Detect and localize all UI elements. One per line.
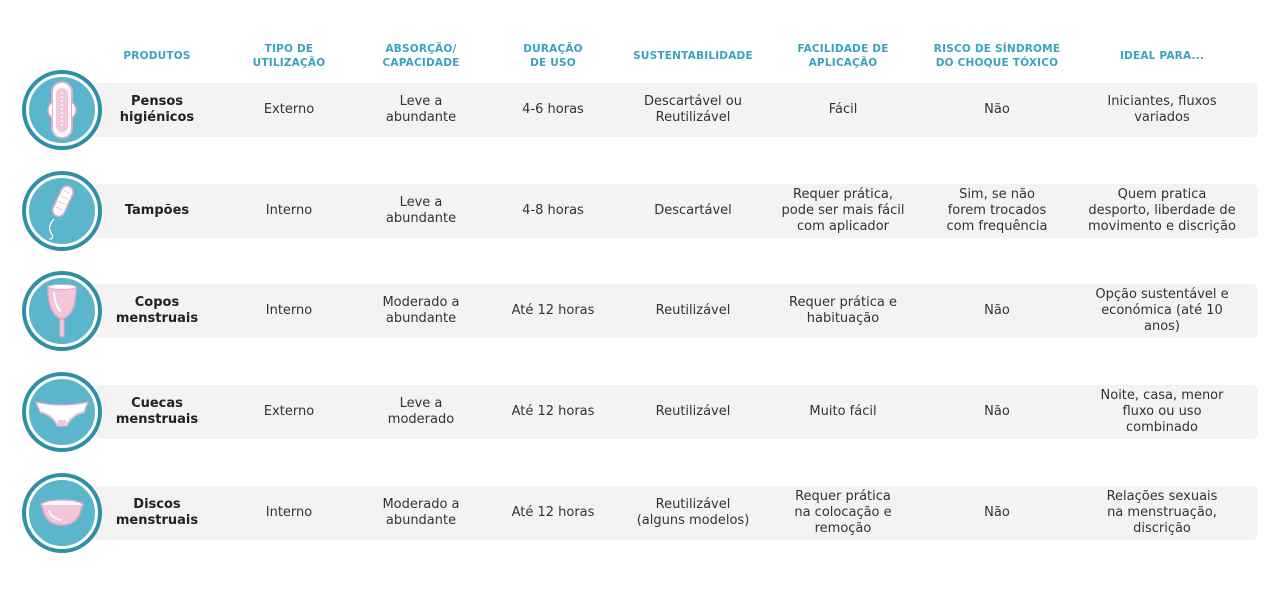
tampon-icon bbox=[37, 181, 87, 241]
cell-ideal: Relações sexuais na menstruação, discrição bbox=[1106, 489, 1218, 536]
cell-sustentabilidade: Descartável ou Reutilizável bbox=[644, 94, 742, 125]
cell-ideal: Opção sustentável e económica (até 10 anos) bbox=[1095, 287, 1229, 334]
table-row bbox=[0, 164, 1280, 256]
cell-absorcao: Leve a moderado bbox=[387, 396, 455, 427]
cell-sustentabilidade: Reutilizável (alguns modelos) bbox=[636, 497, 750, 528]
table-row bbox=[0, 264, 1280, 356]
icon-circle bbox=[22, 171, 102, 251]
icon-circle bbox=[22, 70, 102, 150]
header-ideal-para: IDEAL PARA... bbox=[1119, 50, 1205, 62]
cell-produto: Tampões bbox=[124, 203, 190, 218]
cell-produto: Pensos higiénicos bbox=[119, 94, 195, 125]
cell-duracao: Até 12 horas bbox=[511, 505, 595, 520]
cell-absorcao: Moderado a abundante bbox=[382, 295, 460, 326]
cell-sustentabilidade: Reutilizável bbox=[655, 404, 731, 419]
cell-ideal: Quem pratica desporto, liberdade de movimento e discrição bbox=[1088, 187, 1236, 234]
cell-duracao: Até 12 horas bbox=[511, 404, 595, 419]
table-row bbox=[0, 63, 1280, 155]
cell-ideal: Iniciantes, fluxos variados bbox=[1107, 94, 1217, 125]
icon-circle bbox=[22, 271, 102, 351]
icon-circle bbox=[22, 473, 102, 553]
table-row bbox=[0, 365, 1280, 457]
menstrual-cup-icon bbox=[42, 281, 82, 341]
cell-duracao: 4-8 horas bbox=[522, 203, 584, 218]
cell-tipo: Interno bbox=[265, 505, 313, 520]
period-underwear-icon bbox=[34, 392, 90, 432]
cell-facilidade: Requer prática, pode ser mais fácil com aplicador bbox=[781, 187, 905, 234]
cell-tipo: Interno bbox=[265, 203, 313, 218]
cell-duracao: Até 12 horas bbox=[511, 303, 595, 318]
cell-risco: Não bbox=[984, 303, 1010, 318]
cell-tipo: Interno bbox=[265, 303, 313, 318]
cell-sustentabilidade: Reutilizável bbox=[655, 303, 731, 318]
cell-absorcao: Leve a abundante bbox=[385, 195, 457, 226]
cell-tipo: Externo bbox=[263, 102, 315, 117]
cell-ideal: Noite, casa, menor fluxo ou uso combinado bbox=[1100, 388, 1224, 435]
header-absorcao: ABSORÇÃO/ CAPACIDADE bbox=[382, 43, 460, 69]
cell-produto: Copos menstruais bbox=[115, 295, 199, 326]
cell-facilidade: Requer prática e habituação bbox=[789, 295, 897, 326]
cell-duracao: 4-6 horas bbox=[522, 102, 584, 117]
header-risco: RISCO DE SÍNDROME DO CHOQUE TÓXICO bbox=[933, 43, 1061, 69]
cell-produto: Discos menstruais bbox=[115, 497, 199, 528]
cell-facilidade: Fácil bbox=[828, 102, 858, 117]
cell-produto: Cuecas menstruais bbox=[115, 396, 199, 427]
cell-facilidade: Muito fácil bbox=[809, 404, 877, 419]
cell-tipo: Externo bbox=[263, 404, 315, 419]
cell-absorcao: Moderado a abundante bbox=[382, 497, 460, 528]
header-tipo-utilizacao: TIPO DE UTILIZAÇÃO bbox=[252, 43, 326, 69]
cell-risco: Não bbox=[984, 505, 1010, 520]
sanitary-pad-icon bbox=[42, 80, 82, 140]
cell-risco: Não bbox=[984, 404, 1010, 419]
header-duracao: DURAÇÃO DE USO bbox=[523, 43, 583, 69]
header-produtos: PRODUTOS bbox=[123, 50, 191, 62]
cell-facilidade: Requer prática na colocação e remoção bbox=[794, 489, 892, 536]
cell-sustentabilidade: Descartável bbox=[654, 203, 732, 218]
header-facilidade: FACILIDADE DE APLICAÇÃO bbox=[797, 43, 889, 69]
cell-absorcao: Leve a abundante bbox=[385, 94, 457, 125]
header-sustentabilidade: SUSTENTABILIDADE bbox=[633, 50, 753, 62]
cell-risco: Sim, se não forem trocados com frequência bbox=[946, 187, 1048, 234]
table-row bbox=[0, 466, 1280, 558]
menstrual-disc-icon bbox=[37, 493, 87, 533]
cell-risco: Não bbox=[984, 102, 1010, 117]
icon-circle bbox=[22, 372, 102, 452]
